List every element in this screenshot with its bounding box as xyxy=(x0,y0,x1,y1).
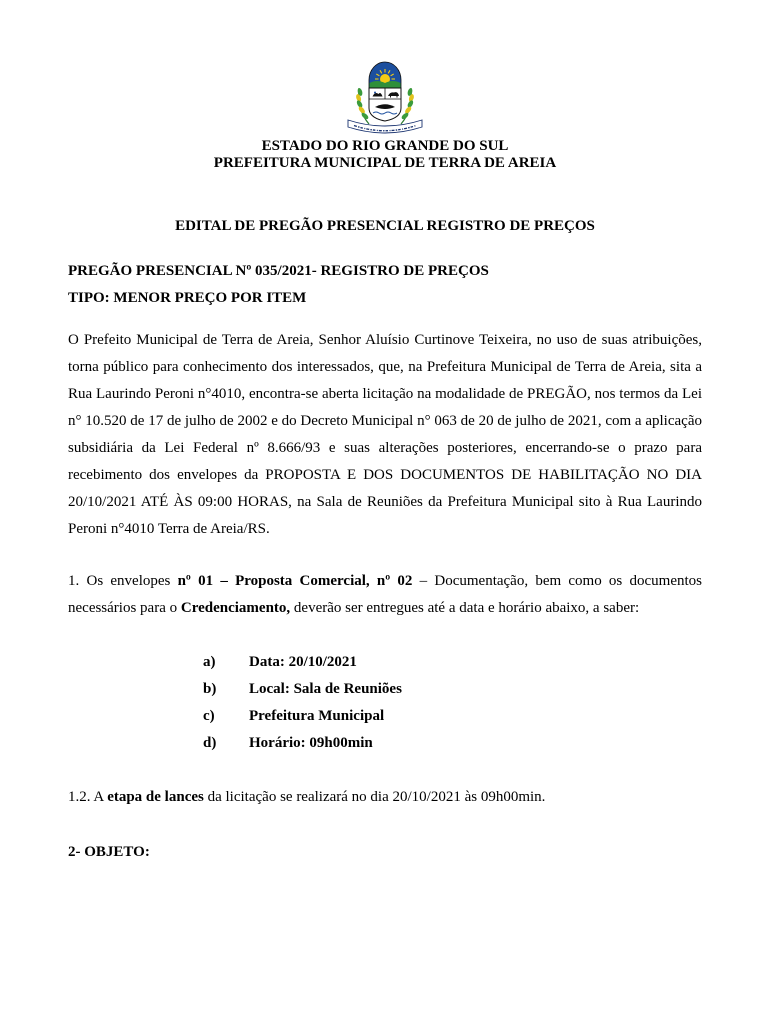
laurel-right-icon xyxy=(401,88,415,124)
schedule-label: b) xyxy=(203,681,217,697)
schedule-label: c) xyxy=(203,708,215,724)
schedule-item xyxy=(0,680,770,698)
emblem-ribbon xyxy=(348,120,422,133)
pregao-number: PREGÃO PRESENCIAL Nº 035/2021- REGISTRO DE PREÇOS xyxy=(68,263,489,279)
document-title: EDITAL DE PREGÃO PRESENCIAL REGISTRO DE PREÇOS xyxy=(175,218,595,234)
schedule-text: Prefeitura Municipal xyxy=(249,708,385,724)
paragraph-line: Rua Laurindo Peroni n°4010, encontra-se aberta licitação na modalidade de PREGÃO, nos termos da Lei xyxy=(68,386,702,402)
credenciamento-emphasis: Credenciamento, xyxy=(180,600,291,616)
municipal-coat-of-arms-icon xyxy=(345,58,425,138)
municipality-heading: PREFEITURA MUNICIPAL DE TERRA DE AREIA xyxy=(213,155,557,171)
text-segment: da licitação se realizará no dia 20/10/2021 às 09h00min. xyxy=(203,789,546,805)
text-segment: deverão ser entregues até a data e horário abaixo, a saber: xyxy=(290,600,640,616)
paragraph-line: subsidiária da Lei Federal nº 8.666/93 e suas alterações posteriores, encerrando-se o prazo para xyxy=(68,440,702,456)
paragraph-line: 20/10/2021 ATÉ ÀS 09:00 HORAS, na Sala de Reuniões da Prefeitura Municipal sito à Rua Laurindo xyxy=(68,494,702,510)
item-1-2-paragraph xyxy=(68,788,702,806)
paragraph-line: n° 10.520 de 17 de julho de 2002 e do Decreto Municipal n° 063 de 20 de julho de 2021, com a aplicação xyxy=(68,413,702,429)
paragraph-line: recebimento dos envelopes da PROPOSTA E DOS DOCUMENTOS DE HABILITAÇÃO NO DIA xyxy=(68,467,702,483)
laurel-left-icon xyxy=(355,88,369,124)
text-segment: – Documentação, bem como os documentos xyxy=(412,573,702,589)
paragraph-line xyxy=(68,572,702,590)
paragraph-line: torna público para conhecimento dos interessados, que, na Prefeitura Municipal de Terra de Areia, sita a xyxy=(68,359,702,375)
tender-type: TIPO: MENOR PREÇO POR ITEM xyxy=(68,290,307,306)
schedule-item xyxy=(0,653,770,671)
text-segment: 1.2. A xyxy=(68,789,108,805)
schedule-item xyxy=(0,734,770,752)
emblem-shield xyxy=(369,88,401,121)
section-2-heading: 2- OBJETO: xyxy=(68,844,150,860)
text-segment: necessários para o xyxy=(68,600,181,616)
paragraph-line: Peroni n°4010 Terra de Areia/RS. xyxy=(68,521,270,537)
schedule-text: Data: 20/10/2021 xyxy=(249,654,357,670)
paragraph-line: O Prefeito Municipal de Terra de Areia, Senhor Aluísio Curtinove Teixeira, no uso de suas atribuições, xyxy=(68,332,702,348)
schedule-item xyxy=(0,707,770,725)
paragraph-line xyxy=(68,599,702,617)
schedule-text: Horário: 09h00min xyxy=(249,735,373,751)
envelopes-emphasis: nº 01 – Proposta Comercial, nº 02 xyxy=(177,573,413,589)
schedule-label: a) xyxy=(203,654,216,670)
text-segment: 1. Os envelopes xyxy=(68,573,178,589)
schedule-text: Local: Sala de Reuniões xyxy=(249,681,402,697)
etapa-de-lances-emphasis: etapa de lances xyxy=(107,789,204,805)
state-heading: ESTADO DO RIO GRANDE DO SUL xyxy=(261,138,509,154)
schedule-label: d) xyxy=(203,735,217,751)
